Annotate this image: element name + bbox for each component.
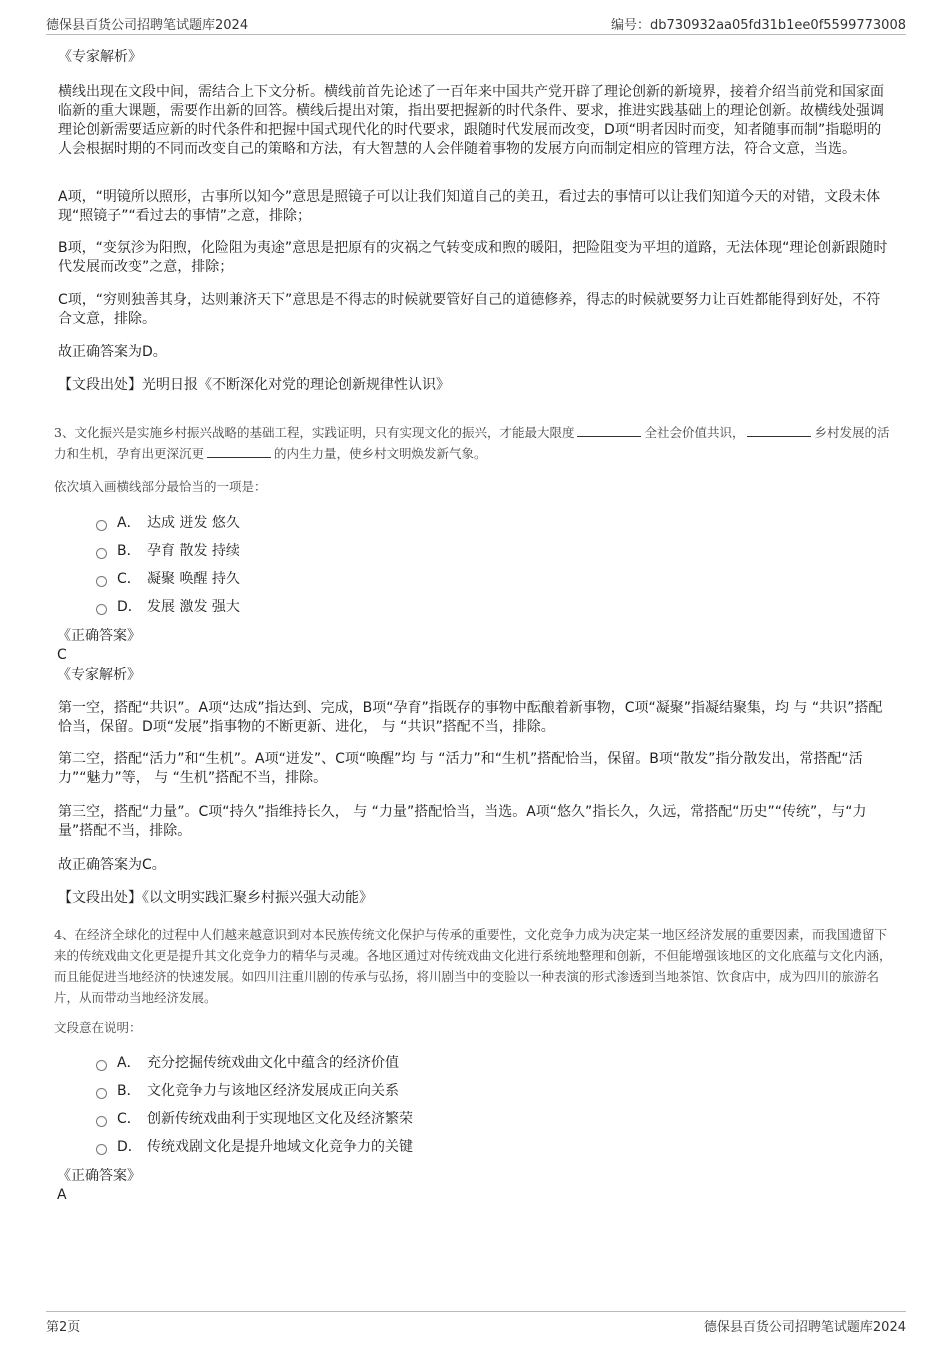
q4-option-c[interactable]: C． 创新传统戏曲利于实现地区文化及经济繁荣 — [96, 1104, 796, 1132]
q3-analysis-p4: 故正确答案为C。 — [58, 857, 166, 873]
radio-icon[interactable] — [96, 1088, 107, 1099]
q4-option-b[interactable]: B． 文化竞争力与该地区经济发展成正向关系 — [96, 1076, 796, 1104]
prev-analysis-p1: 横线出现在文段中间，需结合上下文分析。横线前首先论述了一百年来中国共产党开辟了理论创新的新境界，接着介绍当前党和国家面临新的重大课题，需要作出新的回答。横线后提出对策，指出要把握新的时代条件、要求，推进实践基础上的理论创新。故横线处强调理论创新需要适应新的时代条件和把握中国式现代化的时代要求，跟随时代发展而改变，D项“明者因时而变，知者随事而制”指聪明的人会根据时期的不同而改变自己的策略和方法，有大智慧的人会伴随着事物的发展方向而制定相应的管理方法，符合文意，当选。 — [58, 84, 884, 157]
q3-option-b[interactable]: B． 孕育 散发 持续 — [96, 536, 796, 564]
q3-stem-part-e: 的内生力量，使乡村文明焕发新气象。 — [274, 446, 487, 461]
q4-stem: 4、在经济全球化的过程中人们越来越意识到对本民族传统文化保护与传承的重要性，文化竞争力成为决定某一地区经济发展的重要因素，而我国遗留下来的传统戏曲文化更是提升其文化竞争力的精华与灵魂。各地区通过对传统戏曲文化进行系统地整理和创新，不但能增强该地区的文化底蕴与文化内涵，而且能促进当地经济的快速发展。如四川注重川剧的传承与弘扬，将川剧当中的变脸以一种表演的形式渗透到当地茶馆、饮食店中，成为四川的旅游名片，从而带动当地经济发展。 — [54, 927, 892, 1005]
q3-source: 【文段出处】《以文明实践汇聚乡村振兴强大动能》 — [58, 890, 373, 906]
q3-blank-3 — [207, 445, 271, 458]
q4-options — [96, 1048, 796, 1160]
radio-icon[interactable] — [96, 576, 107, 587]
prev-source: 【文段出处】光明日报《不断深化对党的理论创新规律性认识》 — [58, 377, 450, 393]
header-title: 德保县百货公司招聘笔试题库2024 — [46, 18, 249, 33]
q4-answer-label: 《正确答案》 — [57, 1168, 141, 1184]
q3-option-c[interactable]: C． 凝聚 唤醒 持久 — [96, 564, 796, 592]
q3-stem-part-d: 展的活力和生机，孕育出更深沉更 — [54, 425, 890, 461]
q3-answer-label: 《正确答案》 — [57, 628, 141, 644]
radio-icon[interactable] — [96, 1116, 107, 1127]
q3-stem — [54, 422, 898, 464]
prev-analysis-label: 《专家解析》 — [58, 49, 142, 65]
q3-option-d[interactable]: D． 发展 激发 强大 — [96, 592, 796, 620]
radio-icon[interactable] — [96, 604, 107, 615]
q4-prompt: 文段意在说明： — [54, 1020, 142, 1035]
radio-icon[interactable] — [96, 520, 107, 531]
q4-option-a[interactable]: A． 充分挖掘传统戏曲文化中蕴含的经济价值 — [96, 1048, 796, 1076]
q3-options — [96, 508, 796, 620]
q3-blank-2 — [747, 424, 811, 437]
q3-stem-part-c: 乡村发 — [814, 425, 852, 440]
q3-stem-part-b: 全社会价值共识， — [644, 425, 745, 440]
prev-analysis-p3: B项，“变氛沴为阳煦，化险阻为夷途”意思是把原有的灾祸之气转变成和煦的暖阳，把险阻变为平坦的道路，无法体现“理论创新跟随时代发展而改变”之意，排除； — [58, 240, 888, 275]
prev-analysis-p5: 故正确答案为D。 — [58, 344, 167, 360]
q3-analysis-label: 《专家解析》 — [57, 667, 141, 683]
header-doc-id: 编号：db730932aa05fd31b1ee0f5599773008 — [610, 18, 906, 33]
q3-analysis-p2: 第二空，搭配“活力”和“生机”。A项“迸发”、C项“唤醒”均 与 “活力”和“生机”搭配恰当，保留。B项“散发”指分散发出，常搭配“活力”“魅力”等， 与 “生机”搭配不当，排除。 — [58, 751, 863, 786]
q4-option-d[interactable]: D． 传统戏剧文化是提升地域文化竞争力的关键 — [96, 1132, 796, 1160]
footer-title: 德保县百货公司招聘笔试题库2024 — [703, 1320, 906, 1335]
prev-analysis-p2: A项，“明镜所以照形，古事所以知今”意思是照镜子可以让我们知道自己的美丑，看过去的事情可以让我们知道今天的对错，文段未体现“照镜子”“看过去的事情”之意，排除； — [58, 189, 881, 224]
q3-blank-1 — [577, 424, 641, 437]
q3-prompt: 依次填入画横线部分最恰当的一项是： — [54, 479, 267, 494]
prev-analysis-p4: C项，“穷则独善其身，达则兼济天下”意思是不得志的时候就要管好自己的道德修养，得志的时候就要努力让百姓都能得到好处，不符合文意，排除。 — [58, 292, 881, 327]
q3-answer: C — [57, 647, 67, 663]
q3-stem-part-a: 3、文化振兴是实施乡村振兴战略的基础工程，实践证明，只有实现文化的振兴，才能最大限度 — [54, 425, 575, 440]
q3-option-a[interactable]: A． 达成 迸发 悠久 — [96, 508, 796, 536]
radio-icon[interactable] — [96, 1144, 107, 1155]
radio-icon[interactable] — [96, 1060, 107, 1071]
q3-analysis-p1: 第一空，搭配“共识”。A项“达成”指达到、完成，B项“孕育”指既存的事物中酝酿着新事物，C项“凝聚”指凝结聚集，均 与 “共识”搭配恰当，保留。D项“发展”指事物的不断更新、进化， 与 “共识”搭配不当，排除。 — [58, 700, 883, 735]
radio-icon[interactable] — [96, 548, 107, 559]
q3-analysis-p3: 第三空，搭配“力量”。C项“持久”指维持长久， 与 “力量”搭配恰当，当选。A项“悠久”指长久，久远，常搭配“历史”“传统”，与“力量”搭配不当，排除。 — [58, 804, 867, 839]
q4-answer: A — [57, 1187, 67, 1203]
page-header — [46, 12, 906, 35]
page-footer — [46, 1311, 906, 1336]
page-number: 第2页 — [46, 1320, 81, 1335]
